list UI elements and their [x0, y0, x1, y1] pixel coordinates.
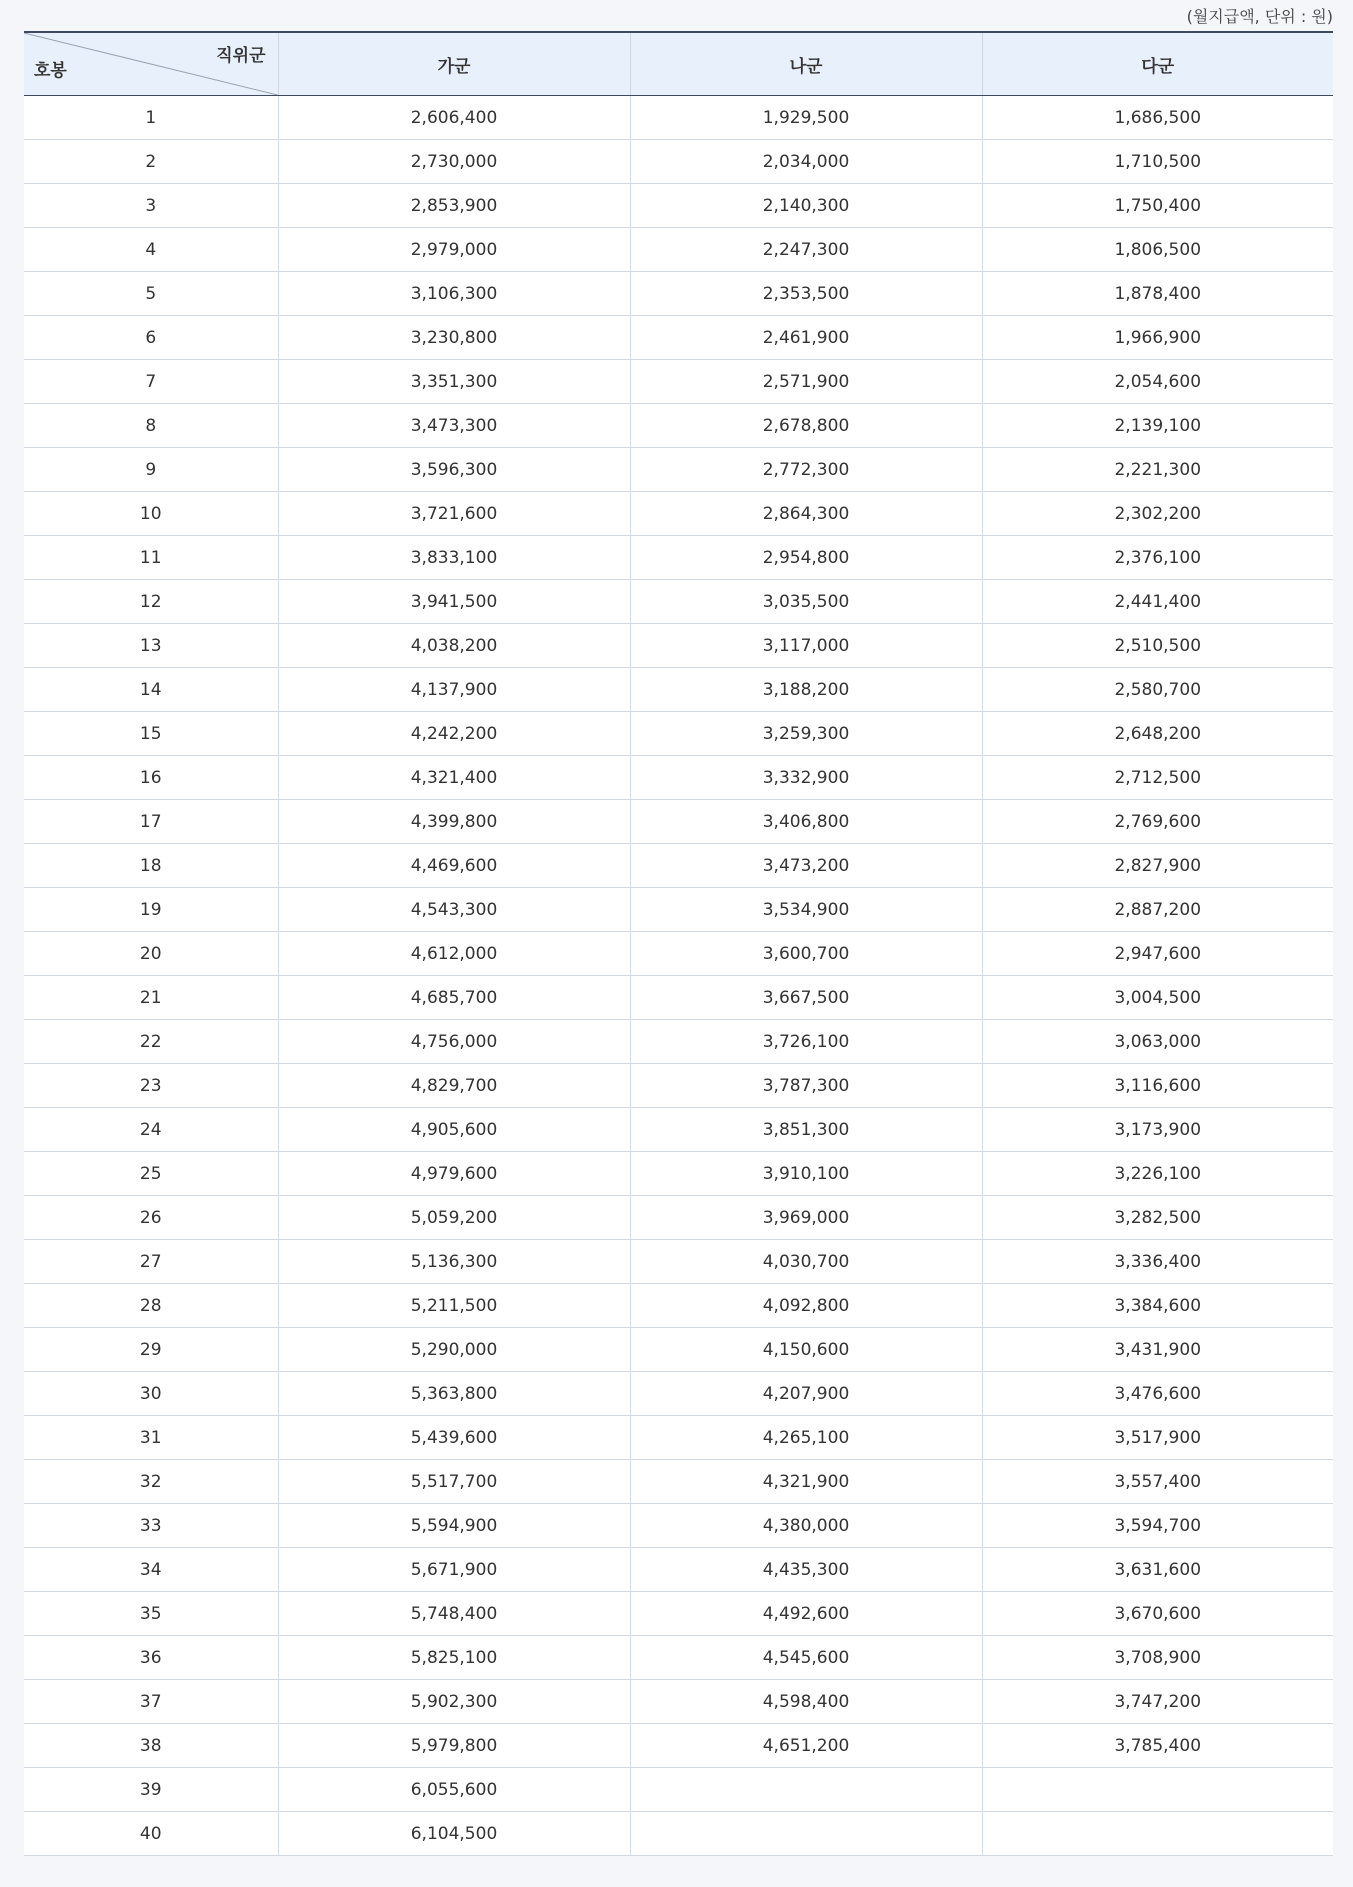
na-cell: 3,726,100	[630, 1020, 982, 1064]
da-cell: 3,116,600	[982, 1064, 1333, 1108]
da-cell: 3,785,400	[982, 1724, 1333, 1768]
na-cell: 2,864,300	[630, 492, 982, 536]
pay-table	[24, 31, 1333, 1856]
column-header-na: 나군	[630, 32, 982, 96]
na-cell: 3,910,100	[630, 1152, 982, 1196]
da-cell: 1,686,500	[982, 96, 1333, 140]
corner-header-cell	[24, 32, 278, 96]
ga-cell: 2,979,000	[278, 228, 630, 272]
da-cell: 3,063,000	[982, 1020, 1333, 1064]
ga-cell: 5,211,500	[278, 1284, 630, 1328]
na-cell: 2,034,000	[630, 140, 982, 184]
na-cell: 2,571,900	[630, 360, 982, 404]
table-row	[24, 888, 1333, 932]
da-cell: 3,631,600	[982, 1548, 1333, 1592]
da-cell: 3,594,700	[982, 1504, 1333, 1548]
table-row	[24, 624, 1333, 668]
na-cell: 4,207,900	[630, 1372, 982, 1416]
na-cell: 2,140,300	[630, 184, 982, 228]
table-row	[24, 1460, 1333, 1504]
header-row	[24, 32, 1333, 96]
na-cell: 4,265,100	[630, 1416, 982, 1460]
unit-note: (월지급액, 단위 : 원)	[1186, 7, 1333, 26]
ga-cell: 5,902,300	[278, 1680, 630, 1724]
na-cell: 2,247,300	[630, 228, 982, 272]
step-cell: 30	[24, 1372, 278, 1416]
da-cell: 3,173,900	[982, 1108, 1333, 1152]
ga-cell: 3,473,300	[278, 404, 630, 448]
step-cell: 31	[24, 1416, 278, 1460]
da-cell: 3,747,200	[982, 1680, 1333, 1724]
step-cell: 16	[24, 756, 278, 800]
step-cell: 2	[24, 140, 278, 184]
da-cell: 3,431,900	[982, 1328, 1333, 1372]
na-cell	[630, 1768, 982, 1812]
da-cell: 1,710,500	[982, 140, 1333, 184]
na-cell: 3,969,000	[630, 1196, 982, 1240]
table-row	[24, 536, 1333, 580]
da-cell: 2,712,500	[982, 756, 1333, 800]
da-cell: 1,878,400	[982, 272, 1333, 316]
step-cell: 15	[24, 712, 278, 756]
da-cell: 3,708,900	[982, 1636, 1333, 1680]
table-row	[24, 272, 1333, 316]
ga-cell: 5,363,800	[278, 1372, 630, 1416]
step-cell: 24	[24, 1108, 278, 1152]
table-row	[24, 800, 1333, 844]
step-cell: 36	[24, 1636, 278, 1680]
na-cell: 3,473,200	[630, 844, 982, 888]
table-row	[24, 1284, 1333, 1328]
step-cell: 38	[24, 1724, 278, 1768]
table-row	[24, 580, 1333, 624]
table-row	[24, 492, 1333, 536]
da-cell: 1,750,400	[982, 184, 1333, 228]
table-row	[24, 1636, 1333, 1680]
table-row	[24, 1108, 1333, 1152]
step-cell: 7	[24, 360, 278, 404]
na-cell: 2,353,500	[630, 272, 982, 316]
ga-cell: 4,242,200	[278, 712, 630, 756]
table-row	[24, 316, 1333, 360]
da-cell: 2,441,400	[982, 580, 1333, 624]
ga-cell: 6,055,600	[278, 1768, 630, 1812]
table-row	[24, 1812, 1333, 1856]
column-header-da: 다군	[982, 32, 1333, 96]
ga-cell: 3,833,100	[278, 536, 630, 580]
na-cell: 3,035,500	[630, 580, 982, 624]
step-cell: 6	[24, 316, 278, 360]
da-cell: 2,302,200	[982, 492, 1333, 536]
da-cell: 3,004,500	[982, 976, 1333, 1020]
table-row	[24, 228, 1333, 272]
step-cell: 13	[24, 624, 278, 668]
table-row	[24, 404, 1333, 448]
table-row	[24, 932, 1333, 976]
step-cell: 25	[24, 1152, 278, 1196]
da-cell: 1,966,900	[982, 316, 1333, 360]
table-row	[24, 1372, 1333, 1416]
table-row	[24, 976, 1333, 1020]
table-row	[24, 1724, 1333, 1768]
ga-cell: 4,612,000	[278, 932, 630, 976]
ga-cell: 6,104,500	[278, 1812, 630, 1856]
ga-cell: 5,748,400	[278, 1592, 630, 1636]
step-cell: 32	[24, 1460, 278, 1504]
da-cell: 3,517,900	[982, 1416, 1333, 1460]
step-cell: 23	[24, 1064, 278, 1108]
ga-cell: 3,106,300	[278, 272, 630, 316]
da-cell: 3,282,500	[982, 1196, 1333, 1240]
corner-label-step: 호봉	[34, 61, 67, 81]
da-cell: 3,557,400	[982, 1460, 1333, 1504]
na-cell: 4,380,000	[630, 1504, 982, 1548]
table-row	[24, 96, 1333, 140]
na-cell: 3,534,900	[630, 888, 982, 932]
na-cell: 4,150,600	[630, 1328, 982, 1372]
na-cell: 4,092,800	[630, 1284, 982, 1328]
na-cell: 2,772,300	[630, 448, 982, 492]
ga-cell: 2,606,400	[278, 96, 630, 140]
na-cell: 3,851,300	[630, 1108, 982, 1152]
da-cell: 2,221,300	[982, 448, 1333, 492]
na-cell: 2,954,800	[630, 536, 982, 580]
ga-cell: 4,543,300	[278, 888, 630, 932]
da-cell	[982, 1812, 1333, 1856]
da-cell: 2,769,600	[982, 800, 1333, 844]
na-cell: 4,030,700	[630, 1240, 982, 1284]
na-cell: 1,929,500	[630, 96, 982, 140]
na-cell: 2,678,800	[630, 404, 982, 448]
ga-cell: 3,941,500	[278, 580, 630, 624]
na-cell: 4,492,600	[630, 1592, 982, 1636]
step-cell: 18	[24, 844, 278, 888]
na-cell: 3,188,200	[630, 668, 982, 712]
table-row	[24, 1416, 1333, 1460]
ga-cell: 4,905,600	[278, 1108, 630, 1152]
ga-cell: 5,290,000	[278, 1328, 630, 1372]
na-cell: 2,461,900	[630, 316, 982, 360]
corner-label-position-group: 직위군	[216, 46, 266, 66]
step-cell: 9	[24, 448, 278, 492]
na-cell: 4,435,300	[630, 1548, 982, 1592]
step-cell: 4	[24, 228, 278, 272]
da-cell: 2,887,200	[982, 888, 1333, 932]
ga-cell: 5,594,900	[278, 1504, 630, 1548]
ga-cell: 4,685,700	[278, 976, 630, 1020]
step-cell: 12	[24, 580, 278, 624]
table-row	[24, 448, 1333, 492]
ga-cell: 4,829,700	[278, 1064, 630, 1108]
step-cell: 10	[24, 492, 278, 536]
da-cell	[982, 1768, 1333, 1812]
ga-cell: 2,853,900	[278, 184, 630, 228]
ga-cell: 4,321,400	[278, 756, 630, 800]
na-cell: 3,600,700	[630, 932, 982, 976]
na-cell: 3,787,300	[630, 1064, 982, 1108]
ga-cell: 5,979,800	[278, 1724, 630, 1768]
table-body	[24, 96, 1333, 1856]
table-row	[24, 844, 1333, 888]
table-row	[24, 1768, 1333, 1812]
ga-cell: 3,596,300	[278, 448, 630, 492]
ga-cell: 4,756,000	[278, 1020, 630, 1064]
na-cell: 3,667,500	[630, 976, 982, 1020]
table-row	[24, 1504, 1333, 1548]
ga-cell: 4,469,600	[278, 844, 630, 888]
step-cell: 20	[24, 932, 278, 976]
step-cell: 28	[24, 1284, 278, 1328]
ga-cell: 4,038,200	[278, 624, 630, 668]
table-row	[24, 1592, 1333, 1636]
table-row	[24, 184, 1333, 228]
step-cell: 27	[24, 1240, 278, 1284]
step-cell: 19	[24, 888, 278, 932]
step-cell: 14	[24, 668, 278, 712]
column-header-ga: 가군	[278, 32, 630, 96]
da-cell: 2,648,200	[982, 712, 1333, 756]
step-cell: 40	[24, 1812, 278, 1856]
da-cell: 3,476,600	[982, 1372, 1333, 1416]
step-cell: 33	[24, 1504, 278, 1548]
table-row	[24, 1680, 1333, 1724]
table-row	[24, 668, 1333, 712]
da-cell: 3,226,100	[982, 1152, 1333, 1196]
table-row	[24, 1064, 1333, 1108]
table-row	[24, 712, 1333, 756]
da-cell: 2,510,500	[982, 624, 1333, 668]
na-cell: 4,545,600	[630, 1636, 982, 1680]
step-cell: 29	[24, 1328, 278, 1372]
ga-cell: 5,517,700	[278, 1460, 630, 1504]
step-cell: 5	[24, 272, 278, 316]
table-row	[24, 1548, 1333, 1592]
na-cell	[630, 1812, 982, 1856]
da-cell: 2,054,600	[982, 360, 1333, 404]
na-cell: 3,332,900	[630, 756, 982, 800]
na-cell: 4,321,900	[630, 1460, 982, 1504]
table-row	[24, 360, 1333, 404]
table-row	[24, 1328, 1333, 1372]
ga-cell: 3,721,600	[278, 492, 630, 536]
step-cell: 17	[24, 800, 278, 844]
na-cell: 4,651,200	[630, 1724, 982, 1768]
da-cell: 3,384,600	[982, 1284, 1333, 1328]
table-row	[24, 1020, 1333, 1064]
na-cell: 4,598,400	[630, 1680, 982, 1724]
ga-cell: 3,351,300	[278, 360, 630, 404]
da-cell: 3,670,600	[982, 1592, 1333, 1636]
table-row	[24, 1152, 1333, 1196]
step-cell: 34	[24, 1548, 278, 1592]
ga-cell: 4,399,800	[278, 800, 630, 844]
ga-cell: 5,059,200	[278, 1196, 630, 1240]
da-cell: 2,139,100	[982, 404, 1333, 448]
table-row	[24, 1196, 1333, 1240]
table-row	[24, 140, 1333, 184]
na-cell: 3,406,800	[630, 800, 982, 844]
step-cell: 11	[24, 536, 278, 580]
step-cell: 39	[24, 1768, 278, 1812]
da-cell: 2,376,100	[982, 536, 1333, 580]
ga-cell: 4,979,600	[278, 1152, 630, 1196]
ga-cell: 5,136,300	[278, 1240, 630, 1284]
step-cell: 26	[24, 1196, 278, 1240]
ga-cell: 5,439,600	[278, 1416, 630, 1460]
ga-cell: 5,671,900	[278, 1548, 630, 1592]
step-cell: 21	[24, 976, 278, 1020]
step-cell: 35	[24, 1592, 278, 1636]
ga-cell: 3,230,800	[278, 316, 630, 360]
da-cell: 2,947,600	[982, 932, 1333, 976]
da-cell: 1,806,500	[982, 228, 1333, 272]
da-cell: 2,580,700	[982, 668, 1333, 712]
da-cell: 3,336,400	[982, 1240, 1333, 1284]
table-row	[24, 1240, 1333, 1284]
da-cell: 2,827,900	[982, 844, 1333, 888]
step-cell: 22	[24, 1020, 278, 1064]
na-cell: 3,117,000	[630, 624, 982, 668]
ga-cell: 2,730,000	[278, 140, 630, 184]
table-header	[24, 32, 1333, 96]
step-cell: 3	[24, 184, 278, 228]
step-cell: 8	[24, 404, 278, 448]
ga-cell: 5,825,100	[278, 1636, 630, 1680]
na-cell: 3,259,300	[630, 712, 982, 756]
ga-cell: 4,137,900	[278, 668, 630, 712]
step-cell: 37	[24, 1680, 278, 1724]
table-row	[24, 756, 1333, 800]
step-cell: 1	[24, 96, 278, 140]
